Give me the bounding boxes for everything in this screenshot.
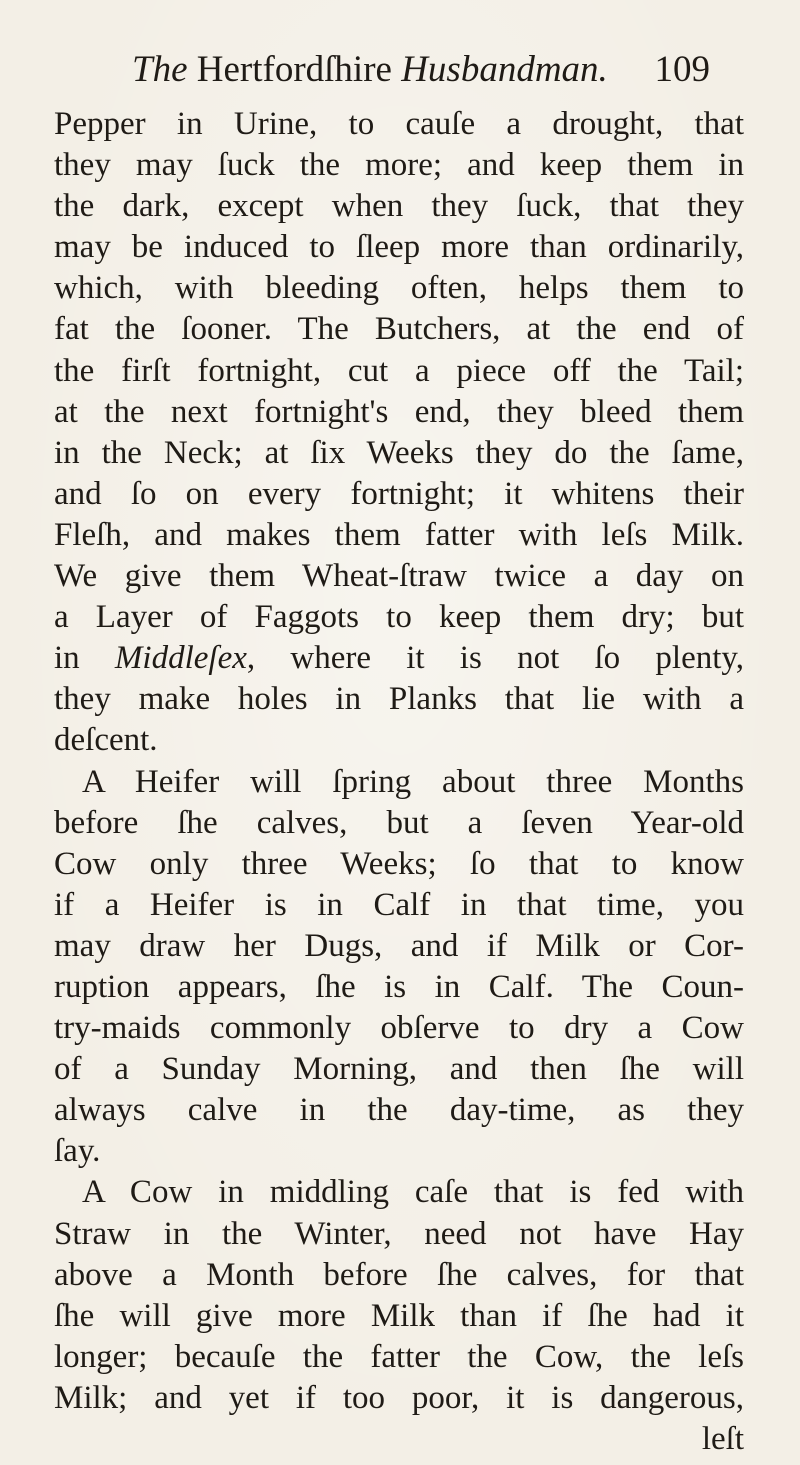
running-head-husbandman: Husbandman. [401, 49, 608, 90]
text-line: of a Sunday Morning, and then ſhe will [54, 1051, 744, 1088]
text-line: Milk; and yet if too poor, it is dangerous, [54, 1379, 744, 1416]
text-span: in [54, 640, 115, 677]
text-line: in the Neck; at ſix Weeks they do the ſame, [54, 434, 744, 471]
text-line: ſhe will give more Milk than if ſhe had it [54, 1297, 744, 1334]
paragraph-end-line: deſcent. [54, 722, 158, 759]
text-line: at the next fortnight's end, they bleed them [54, 393, 744, 430]
text-line: always calve in the day-time, as they [54, 1092, 744, 1129]
text-line: a Layer of Faggots to keep them dry; but [54, 599, 744, 636]
running-head [132, 40, 608, 100]
paragraph-start-line: A Cow in middling caſe that is fed with [82, 1174, 744, 1211]
text-line: they may ſuck the more; and keep them in [54, 147, 744, 184]
text-line: which, with bleeding often, helps them to [54, 270, 744, 307]
text-line: may draw her Dugs, and if Milk or Cor- [54, 927, 744, 964]
text-line: longer; becauſe the fatter the Cow, the leſs [54, 1338, 744, 1375]
page-number: 109 [654, 49, 710, 90]
text-line: Pepper in Urine, to cauſe a drought, that [54, 106, 744, 142]
text-line: Fleſh, and makes them fatter with leſs Milk. [54, 516, 744, 553]
text-line: the firſt fortnight, cut a piece off the Tail; [54, 352, 744, 389]
text-line: Straw in the Winter, need not have Hay [54, 1215, 744, 1252]
text-line: We give them Wheat-ſtraw twice a day on [54, 558, 744, 595]
text-line: above a Month before ſhe calves, for that [54, 1256, 744, 1293]
place-name-middlesex: Middleſex [114, 640, 247, 677]
text-line: Cow only three Weeks; ſo that to know [54, 845, 744, 882]
running-head-county: Hertfordſhire [196, 49, 392, 90]
text-line: before ſhe calves, but a ſeven Year-old [54, 804, 744, 841]
text-line: may be induced to ſleep more than ordinarily, [54, 229, 744, 266]
text-line: ruption appears, ſhe is in Calf. The Coun- [54, 968, 744, 1005]
catchword: leſt [701, 1421, 744, 1457]
text-line: fat the ſooner. The Butchers, at the end of [54, 311, 744, 348]
text-line: the dark, except when they ſuck, that they [54, 188, 744, 225]
running-head-the: The [132, 49, 188, 90]
body-text [54, 104, 744, 1460]
text-span: , where it is not ſo plenty, [246, 640, 744, 677]
text-line: and ſo on every fortnight; it whitens their [54, 475, 744, 512]
text-line: if a Heifer is in Calf in that time, you [54, 886, 744, 923]
text-line [54, 638, 744, 679]
page-header [132, 40, 710, 100]
text-line: they make holes in Planks that lie with a [54, 681, 744, 718]
paragraph-end-line: ſay. [54, 1133, 101, 1170]
paragraph-start-line: A Heifer will ſpring about three Months [82, 763, 744, 800]
text-line: try-maids commonly obſerve to dry a Cow [54, 1010, 744, 1047]
